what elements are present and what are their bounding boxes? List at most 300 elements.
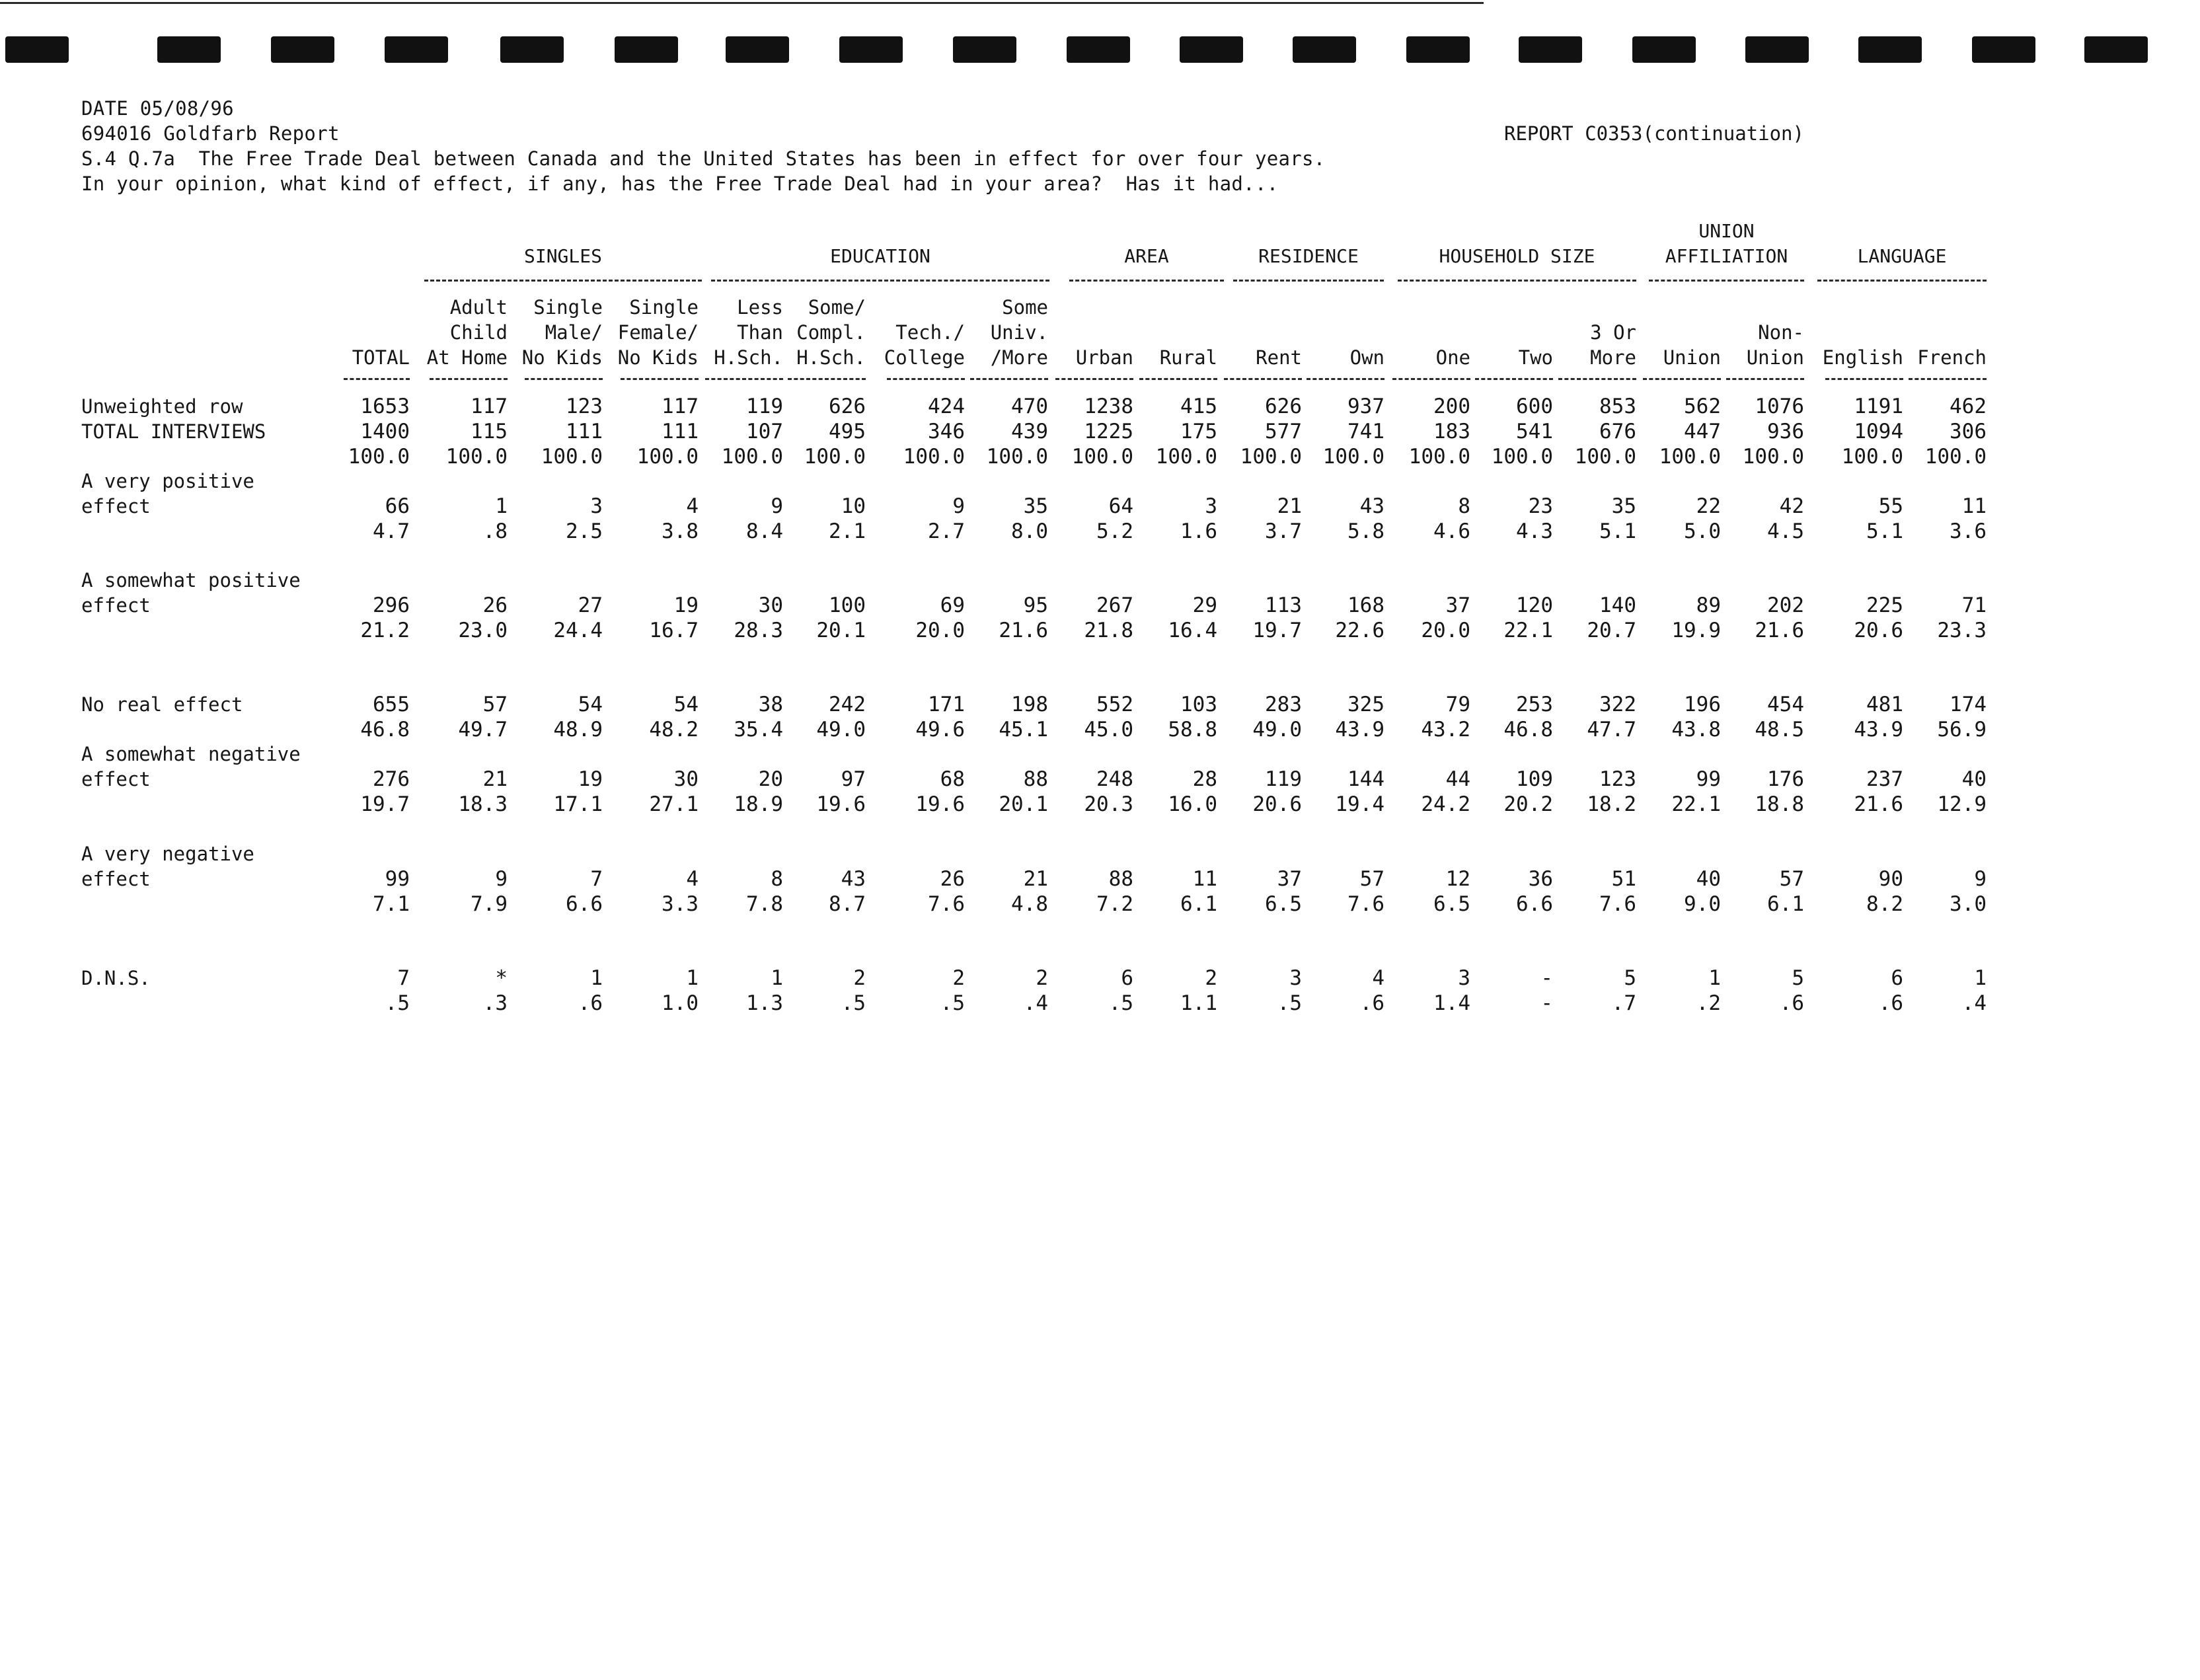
value-cell: 8.4	[746, 519, 783, 543]
value-cell: 4.7	[373, 519, 410, 543]
column-underline	[344, 378, 410, 380]
value-cell: 3.0	[1950, 892, 1987, 916]
feed-hole	[839, 36, 903, 63]
count-cell: 196	[1684, 693, 1721, 716]
value-cell: 123	[566, 395, 603, 418]
value-cell: 100.0	[1841, 445, 1903, 469]
value-cell: 107	[746, 420, 783, 443]
value-cell: 17.1	[553, 792, 603, 816]
feed-hole	[2084, 36, 2148, 63]
value-cell: .6	[578, 991, 603, 1015]
value-cell: 1.6	[1180, 519, 1217, 543]
count-cell: 140	[1599, 593, 1636, 617]
feed-hole	[385, 36, 448, 63]
row-label	[81, 394, 266, 444]
value-cell: 676	[1599, 420, 1636, 443]
value-cell: 111	[662, 420, 699, 443]
value-cell: 175	[1180, 420, 1217, 443]
count-cell: 37	[1277, 867, 1302, 891]
row-label	[81, 742, 301, 792]
row-label-line: A very positive	[81, 470, 254, 492]
banner-header-line: SINGLES	[523, 245, 602, 267]
count-cell: 1	[686, 966, 699, 990]
count-cell: 1	[1708, 966, 1721, 990]
column-header-line: TOTAL	[352, 346, 410, 369]
value-cell: 741	[1347, 420, 1384, 443]
value-cell: 7.8	[746, 892, 783, 916]
row-label	[81, 692, 243, 717]
value-cell: 7.6	[1599, 892, 1636, 916]
value-cell: 7.9	[471, 892, 508, 916]
banner-header-line: UNION	[1698, 220, 1755, 242]
column-underline	[788, 378, 866, 380]
value-cell: 4.8	[1011, 892, 1048, 916]
value-cell: 23.0	[458, 619, 508, 642]
count-cell: 2	[1205, 966, 1217, 990]
value-cell: 5.0	[1684, 519, 1721, 543]
count-cell: 69	[940, 593, 965, 617]
count-cell: 103	[1180, 693, 1217, 716]
value-cell: 20.0	[1421, 619, 1470, 642]
count-cell: 2	[853, 966, 866, 990]
value-cell: 100.0	[1659, 445, 1721, 469]
count-cell: 71	[1961, 593, 1987, 617]
feed-hole	[1745, 36, 1809, 63]
count-cell: 325	[1347, 693, 1384, 716]
feed-hole	[953, 36, 1016, 63]
value-cell: 2.5	[566, 519, 603, 543]
value-cell: 562	[1684, 395, 1721, 418]
column-underline	[1909, 378, 1987, 380]
column-header-line: Urban	[1075, 346, 1133, 369]
value-cell: 470	[1011, 395, 1048, 418]
column-header-line: College	[884, 346, 965, 369]
count-cell: 276	[373, 767, 410, 791]
column-underline	[970, 378, 1048, 380]
question-text-line-1: S.4 Q.7a The Free Trade Deal between Canada and the United States has been in effect for over four years.	[81, 147, 1326, 170]
column-header-line: Female/	[617, 321, 699, 344]
column-header-line: Non-	[1758, 321, 1804, 344]
value-cell: 8.2	[1866, 892, 1903, 916]
column-underline	[525, 378, 603, 380]
column-underline	[621, 378, 699, 380]
count-cell: 7	[397, 966, 410, 990]
value-cell: 1.0	[662, 991, 699, 1015]
value-cell: 117	[471, 395, 508, 418]
count-cell: 54	[673, 693, 699, 716]
value-cell: 100.0	[1924, 445, 1987, 469]
value-cell: 541	[1516, 420, 1553, 443]
value-cell: 119	[746, 395, 783, 418]
value-cell: 4.6	[1433, 519, 1470, 543]
value-cell: 18.2	[1587, 792, 1636, 816]
column-underline	[1558, 378, 1636, 380]
value-cell: 183	[1433, 420, 1470, 443]
value-cell: 21.6	[999, 619, 1048, 642]
count-cell: 481	[1866, 693, 1903, 716]
value-cell: 937	[1347, 395, 1384, 418]
column-underline	[1726, 378, 1804, 380]
column-underline	[1139, 378, 1217, 380]
value-cell: 22.6	[1335, 619, 1384, 642]
count-cell: 5	[1624, 966, 1636, 990]
value-cell: 100.0	[1491, 445, 1553, 469]
count-cell: 40	[1961, 767, 1987, 791]
value-cell: -	[1540, 991, 1553, 1015]
banner-header	[1069, 244, 1224, 269]
value-cell: 20.1	[999, 792, 1048, 816]
feed-hole	[1972, 36, 2035, 63]
value-cell: 2.7	[928, 519, 965, 543]
count-cell: 552	[1096, 693, 1133, 716]
value-cell: 1076	[1755, 395, 1804, 418]
value-cell: 7.6	[928, 892, 965, 916]
row-label-line: effect	[81, 495, 151, 517]
value-cell: 6.1	[1180, 892, 1217, 916]
count-cell: 8	[1458, 494, 1470, 518]
column-header-line: Compl.	[796, 321, 866, 344]
value-cell: 19.9	[1671, 619, 1721, 642]
count-cell: 1	[495, 494, 508, 518]
value-cell: 600	[1516, 395, 1553, 418]
count-cell: 253	[1516, 693, 1553, 716]
count-cell: 54	[578, 693, 603, 716]
banner-underline	[711, 280, 1049, 282]
column-underline	[1392, 378, 1470, 380]
column-header-line: Union	[1663, 346, 1721, 369]
banner-header	[1233, 244, 1384, 269]
value-cell: 100.0	[1574, 445, 1636, 469]
count-cell: 55	[1878, 494, 1903, 518]
count-cell: 4	[686, 867, 699, 891]
column-underline	[430, 378, 508, 380]
banner-underline	[1233, 280, 1384, 282]
value-cell: 1094	[1854, 420, 1903, 443]
value-cell: 45.1	[999, 718, 1048, 742]
row-label-line: TOTAL INTERVIEWS	[81, 420, 266, 443]
count-cell: 248	[1096, 767, 1133, 791]
value-cell: 20.6	[1252, 792, 1302, 816]
value-cell: 19.6	[816, 792, 866, 816]
count-cell: 2	[1036, 966, 1048, 990]
count-cell: 27	[578, 593, 603, 617]
count-cell: 57	[1779, 867, 1804, 891]
value-cell: 46.8	[1503, 718, 1553, 742]
count-cell: 3	[1205, 494, 1217, 518]
value-cell: 8.0	[1011, 519, 1048, 543]
value-cell: 100.0	[1408, 445, 1470, 469]
column-header-line: Less	[737, 296, 783, 319]
column-header-line: H.Sch.	[796, 346, 866, 369]
banner-header	[711, 244, 1049, 269]
column-header-line: Some/	[808, 296, 866, 319]
column-header-line: Own	[1349, 346, 1384, 369]
value-cell: 43.2	[1421, 718, 1470, 742]
report-client: 694016 Goldfarb Report	[81, 122, 340, 145]
value-cell: 4.3	[1516, 519, 1553, 543]
count-cell: 109	[1516, 767, 1553, 791]
count-cell: 51	[1611, 867, 1636, 891]
value-cell: 48.9	[553, 718, 603, 742]
value-cell: .5	[1108, 991, 1133, 1015]
value-cell: 3.7	[1265, 519, 1302, 543]
count-cell: 35	[1611, 494, 1636, 518]
count-cell: 35	[1023, 494, 1048, 518]
column-header-line: Single	[533, 296, 603, 319]
value-cell: 2.1	[829, 519, 866, 543]
value-cell: .8	[482, 519, 508, 543]
count-cell: 283	[1265, 693, 1302, 716]
column-header-line: Adult	[449, 296, 508, 319]
count-cell: 88	[1023, 767, 1048, 791]
value-cell: 6.6	[1516, 892, 1553, 916]
count-cell: 168	[1347, 593, 1384, 617]
count-cell: 10	[841, 494, 866, 518]
count-cell: 454	[1767, 693, 1804, 716]
count-cell: -	[1540, 966, 1553, 990]
count-cell: 9	[1974, 867, 1987, 891]
value-cell: 56.9	[1937, 718, 1987, 742]
value-cell: 21.8	[1084, 619, 1133, 642]
feed-hole	[615, 36, 678, 63]
banner-underline	[1817, 280, 1987, 282]
count-cell: 11	[1192, 867, 1217, 891]
count-cell: 7	[590, 867, 603, 891]
report-id: REPORT C0353(continuation)	[1504, 122, 1804, 145]
banner-header	[424, 244, 702, 269]
value-cell: 22.1	[1671, 792, 1721, 816]
value-cell: .4	[1961, 991, 1987, 1015]
column-header	[1692, 320, 1804, 370]
value-cell: 1191	[1854, 395, 1903, 418]
value-cell: 6.1	[1767, 892, 1804, 916]
value-cell: 22.1	[1503, 619, 1553, 642]
value-cell: 3.3	[662, 892, 699, 916]
feed-hole	[1406, 36, 1470, 63]
count-cell: 174	[1950, 693, 1987, 716]
column-header	[297, 345, 410, 370]
count-cell: 57	[482, 693, 508, 716]
count-cell: 4	[686, 494, 699, 518]
value-cell: 48.2	[649, 718, 699, 742]
value-cell: .6	[1878, 991, 1903, 1015]
value-cell: 626	[1265, 395, 1302, 418]
value-cell: 1.1	[1180, 991, 1217, 1015]
row-label-line: effect	[81, 768, 151, 790]
value-cell: 20.2	[1503, 792, 1553, 816]
value-cell: 462	[1950, 395, 1987, 418]
row-label-line: Unweighted row	[81, 395, 243, 418]
value-cell: 577	[1265, 420, 1302, 443]
column-header-line: Rent	[1256, 346, 1302, 369]
count-cell: 123	[1599, 767, 1636, 791]
column-header-line: French	[1917, 346, 1987, 369]
column-header-line: Some	[1002, 296, 1048, 319]
banner-header-line: LANGUAGE	[1857, 245, 1947, 267]
value-cell: 626	[829, 395, 866, 418]
value-cell: 100.0	[541, 445, 603, 469]
row-label	[81, 469, 254, 519]
row-label	[81, 966, 151, 991]
feed-hole	[1067, 36, 1130, 63]
value-cell: 43.9	[1854, 718, 1903, 742]
count-cell: 120	[1516, 593, 1553, 617]
value-cell: 5.2	[1096, 519, 1133, 543]
count-cell: 202	[1767, 593, 1804, 617]
feed-hole	[1293, 36, 1356, 63]
column-underline	[1307, 378, 1384, 380]
value-cell: .6	[1359, 991, 1384, 1015]
count-cell: 43	[841, 867, 866, 891]
count-cell: 97	[841, 767, 866, 791]
column-header-line: Tech./	[895, 321, 965, 344]
count-cell: 296	[373, 593, 410, 617]
value-cell: 100.0	[445, 445, 508, 469]
banner-underline	[1649, 280, 1804, 282]
row-label-line: effect	[81, 594, 151, 617]
value-cell: 21.2	[360, 619, 410, 642]
count-cell: 113	[1265, 593, 1302, 617]
count-cell: 64	[1108, 494, 1133, 518]
count-cell: 242	[829, 693, 866, 716]
value-cell: 9.0	[1684, 892, 1721, 916]
value-cell: 6.5	[1433, 892, 1470, 916]
column-header-line: H.Sch.	[714, 346, 783, 369]
count-cell: 90	[1878, 867, 1903, 891]
column-header-line: Single	[629, 296, 699, 319]
count-cell: 99	[1696, 767, 1721, 791]
column-header-line: Univ.	[990, 321, 1048, 344]
count-cell: 322	[1599, 693, 1636, 716]
value-cell: .3	[482, 991, 508, 1015]
row-label-line: A very negative	[81, 843, 254, 865]
column-header-line: Male/	[545, 321, 603, 344]
value-cell: 346	[928, 420, 965, 443]
count-cell: 88	[1108, 867, 1133, 891]
value-cell: 1400	[360, 420, 410, 443]
value-cell: 100.0	[1240, 445, 1302, 469]
column-header-line: Child	[449, 321, 508, 344]
column-header-line: At Home	[426, 346, 508, 369]
feed-hole	[271, 36, 334, 63]
column-header-line: No Kids	[617, 346, 699, 369]
value-cell: 16.0	[1168, 792, 1217, 816]
value-cell: 23.3	[1937, 619, 1987, 642]
value-cell: 24.2	[1421, 792, 1470, 816]
value-cell: 46.8	[360, 718, 410, 742]
value-cell: 43.8	[1671, 718, 1721, 742]
column-header-line: Than	[737, 321, 783, 344]
banner-header	[1398, 244, 1636, 269]
count-cell: 8	[771, 867, 783, 891]
value-cell: 100.0	[804, 445, 866, 469]
value-cell: 1238	[1084, 395, 1133, 418]
count-cell: 198	[1011, 693, 1048, 716]
value-cell: 853	[1599, 395, 1636, 418]
count-cell: *	[495, 966, 508, 990]
value-cell: 12.9	[1937, 792, 1987, 816]
feed-hole	[1632, 36, 1696, 63]
value-cell: 18.8	[1755, 792, 1804, 816]
value-cell: 24.4	[553, 619, 603, 642]
value-cell: 58.8	[1168, 718, 1217, 742]
value-cell: 21.6	[1854, 792, 1903, 816]
value-cell: 117	[662, 395, 699, 418]
value-cell: 7.6	[1347, 892, 1384, 916]
column-header-line: One	[1435, 346, 1470, 369]
count-cell: 20	[758, 767, 783, 791]
value-cell: 936	[1767, 420, 1804, 443]
value-cell: 49.0	[1252, 718, 1302, 742]
feed-hole	[5, 36, 69, 63]
value-cell: 100.0	[636, 445, 699, 469]
count-cell: 9	[952, 494, 965, 518]
value-cell: 100.0	[348, 445, 410, 469]
value-cell: 19.7	[1252, 619, 1302, 642]
feed-hole	[1519, 36, 1582, 63]
column-underline	[705, 378, 783, 380]
count-cell: 3	[1458, 966, 1470, 990]
value-cell: 306	[1950, 420, 1987, 443]
value-cell: 447	[1684, 420, 1721, 443]
count-cell: 21	[1277, 494, 1302, 518]
count-cell: 2	[952, 966, 965, 990]
value-cell: 5.1	[1599, 519, 1636, 543]
tractor-feed-holes	[0, 0, 2200, 73]
value-cell: 19.6	[915, 792, 965, 816]
value-cell: 100.0	[903, 445, 965, 469]
value-cell: 100.0	[1155, 445, 1217, 469]
column-header-line: No Kids	[521, 346, 603, 369]
row-label-line: A somewhat negative	[81, 743, 301, 765]
value-cell: 6.5	[1265, 892, 1302, 916]
column-header-line: /More	[990, 346, 1048, 369]
value-cell: 16.7	[649, 619, 699, 642]
value-cell: 19.4	[1335, 792, 1384, 816]
value-cell: 48.5	[1755, 718, 1804, 742]
count-cell: 9	[495, 867, 508, 891]
banner-underline	[1398, 280, 1636, 282]
count-cell: 4	[1372, 966, 1384, 990]
value-cell: 111	[566, 420, 603, 443]
count-cell: 119	[1265, 767, 1302, 791]
value-cell: 18.3	[458, 792, 508, 816]
row-label-line: No real effect	[81, 693, 243, 716]
count-cell: 3	[1289, 966, 1302, 990]
feed-hole	[157, 36, 221, 63]
value-cell: 115	[471, 420, 508, 443]
count-cell: 267	[1096, 593, 1133, 617]
column-header-line: Rural	[1159, 346, 1217, 369]
value-cell: 8.7	[829, 892, 866, 916]
value-cell: 20.0	[915, 619, 965, 642]
count-cell: 171	[928, 693, 965, 716]
count-cell: 30	[758, 593, 783, 617]
column-header	[753, 295, 866, 370]
value-cell: 49.0	[816, 718, 866, 742]
banner-underline	[1069, 280, 1224, 282]
count-cell: 66	[385, 494, 410, 518]
feed-hole	[500, 36, 564, 63]
value-cell: 1653	[360, 395, 410, 418]
count-cell: 28	[1192, 767, 1217, 791]
banner-header-line: AFFILIATION	[1665, 245, 1788, 267]
count-cell: 6	[1891, 966, 1903, 990]
row-label	[81, 841, 254, 892]
count-cell: 1	[1974, 966, 1987, 990]
column-underline	[1643, 378, 1721, 380]
banner-header	[1649, 219, 1804, 269]
